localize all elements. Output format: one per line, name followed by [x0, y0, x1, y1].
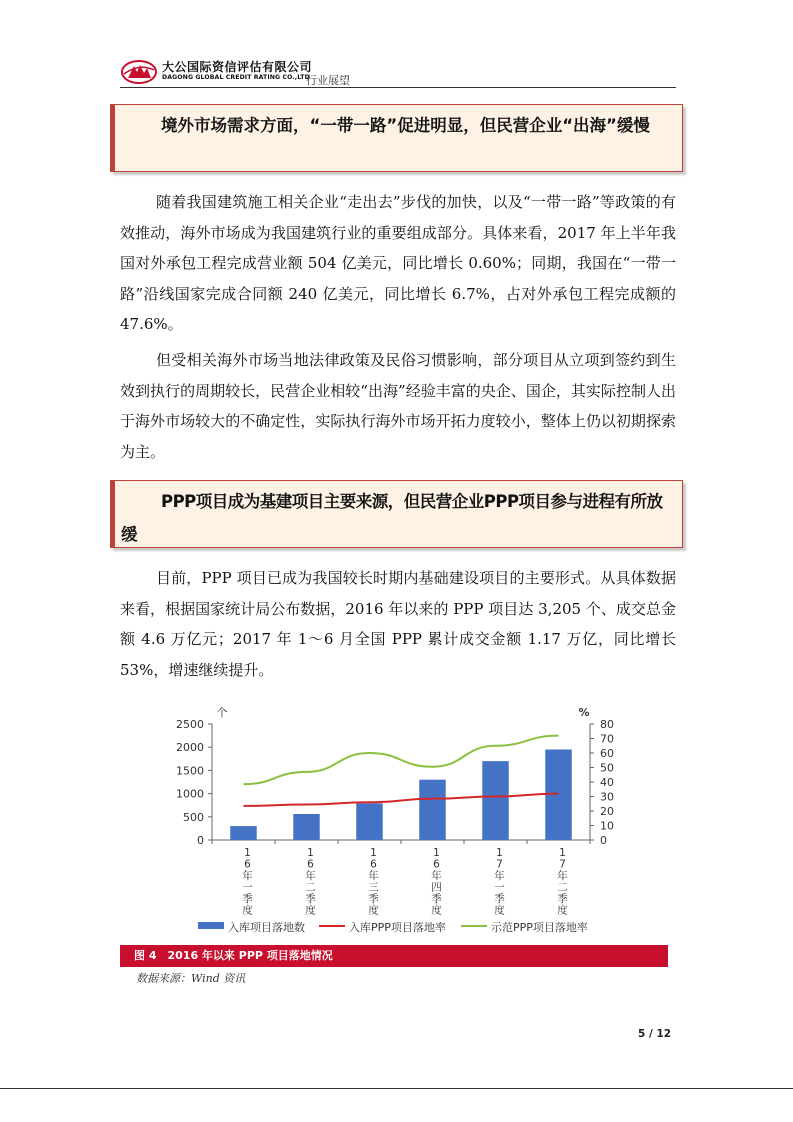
- paragraph-ppp: 目前，PPP 项目已成为我国较长时期内基础建设项目的主要形式。从具体数据来看，根据国家统计局公布数据，2016 年以来的 PPP 项目达 3,205 个、成交总金额 4.6 万亿元；2017 年 1～6 月全国 PPP 累计成交金额 1.17 万亿，同比增长 53%，增速继续提升。: [120, 569, 676, 679]
- page-number: 5 / 12: [638, 1028, 672, 1040]
- chart-lines: [244, 736, 559, 806]
- series-line-ppp-landing-rate: [244, 794, 559, 806]
- chart-bar: [419, 780, 445, 840]
- chart-legend: [198, 920, 588, 934]
- y-right-tick-label: 30: [600, 790, 614, 804]
- y-right-tick-label: 10: [600, 819, 614, 833]
- series-line-demo-landing-rate: [244, 736, 559, 785]
- dagong-logo-icon: [120, 59, 158, 85]
- y-left-tick-label: 1000: [176, 787, 204, 801]
- x-tick-label: 1 7 年二季度: [557, 847, 568, 917]
- y-left-tick-label: 2000: [176, 741, 204, 755]
- chart-bar: [293, 814, 319, 840]
- section-heading-ppp: PPP项目成为基建项目主要来源，但民营企业PPP项目参与进程有所放缓: [110, 480, 683, 548]
- chart-bar: [482, 761, 508, 840]
- x-tick-label: 1 6 年一季度: [242, 847, 253, 917]
- paragraph-overseas-risk: 但受相关海外市场当地法律政策及民俗习惯影响，部分项目从立项到签约到生效到执行的周期较长，民营企业相较“出海”经验丰富的央企、国企，其实际控制人出于海外市场较大的不确定性，实际执行海外市场开拓力度较小，整体上仍以初期探索为主。: [120, 351, 676, 461]
- legend-label: 入库PPP项目落地率: [349, 921, 446, 934]
- legend-label: 示范PPP项目落地率: [491, 921, 588, 934]
- legend-label: 入库项目落地数: [228, 921, 305, 934]
- figure-caption: 图 4 2016 年以来 PPP 项目落地情况: [120, 945, 668, 967]
- y-right-tick-label: 70: [600, 732, 614, 746]
- y-left-tick-label: 500: [183, 810, 204, 824]
- y-right-tick-label: 40: [600, 776, 614, 789]
- y-right-tick-label: 80: [600, 718, 614, 731]
- company-name-en: DAGONG GLOBAL CREDIT RATING CO.,LTD: [162, 74, 310, 81]
- y-left-unit: 个: [216, 706, 228, 719]
- y-right-unit: %: [578, 706, 590, 719]
- paragraph-overseas-market: 随着我国建筑施工相关企业“走出去”步伐的加快，以及“一带一路”等政策的有效推动，海外市场成为我国建筑行业的重要组成部分。具体来看，2017 年上半年我国对外承包工程完成营业额 504 亿美元，同比增长 0.60%；同期，我国在“一带一路”沿线国家完成合同额 240 亿美元，同比增长 6.7%，占对外承包工程完成额的 47.6%。: [120, 193, 676, 334]
- y-right-tick-label: 50: [600, 761, 614, 775]
- footer-divider: [0, 1088, 793, 1089]
- figure-source: 数据来源：Wind 资讯: [136, 972, 246, 985]
- chart-bar: [545, 750, 571, 840]
- section-heading-overseas: 境外市场需求方面，“一带一路”促进明显，但民营企业“出海”缓慢: [110, 104, 683, 172]
- y-right-tick-label: 0: [600, 834, 607, 847]
- x-tick-label: 1 6 年三季度: [368, 847, 379, 917]
- header-section-label: 行业展望: [306, 74, 350, 87]
- y-left-tick-label: 0: [197, 834, 204, 847]
- page-header: [120, 58, 676, 88]
- y-right-tick-label: 20: [600, 805, 614, 818]
- chart-bar: [356, 803, 382, 840]
- y-right-tick-label: 60: [600, 747, 614, 760]
- company-name-cn: 大公国际资信评估有限公司: [162, 60, 313, 74]
- chart-bar: [230, 826, 256, 840]
- x-tick-label: 1 7 年一季度: [494, 847, 505, 917]
- ppp-chart-svg: [150, 700, 650, 940]
- legend-swatch: [198, 922, 224, 929]
- y-left-tick-label: 1500: [176, 764, 204, 778]
- x-tick-label: 1 6 年二季度: [305, 847, 316, 917]
- ppp-chart: [150, 700, 650, 940]
- x-tick-label: 1 6 年四季度: [431, 847, 442, 917]
- y-left-tick-label: 2500: [176, 718, 204, 731]
